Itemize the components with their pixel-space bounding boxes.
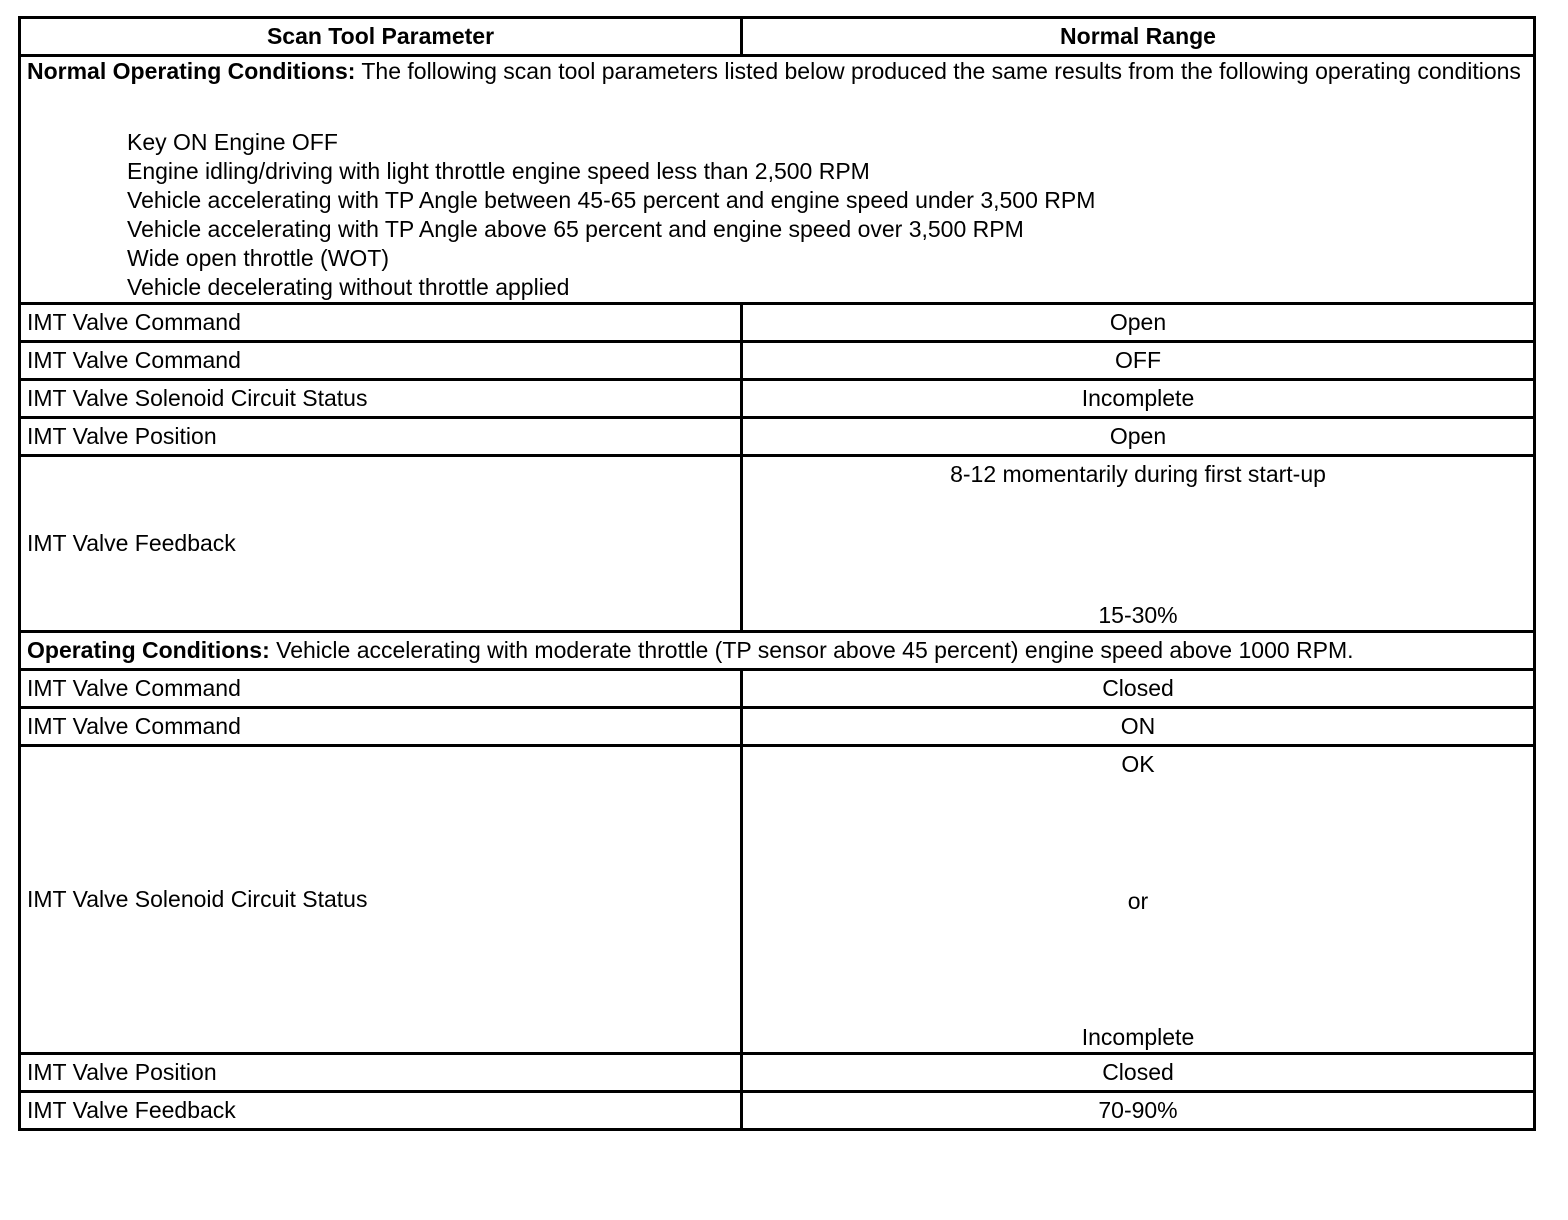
section-banner bbox=[20, 632, 1535, 670]
table-row bbox=[20, 380, 1535, 418]
parameter-cell: IMT Valve Position bbox=[20, 1054, 742, 1092]
range-value: OK bbox=[1121, 751, 1155, 777]
section-title: Normal Operating Conditions: bbox=[27, 58, 356, 84]
range-cell: ON bbox=[742, 708, 1535, 746]
condition-item: Vehicle accelerating with TP Angle above 65 percent and engine speed over 3,500 RPM bbox=[127, 216, 1024, 242]
range-cell: Open bbox=[742, 418, 1535, 456]
table-row bbox=[20, 342, 1535, 380]
parameter-cell: IMT Valve Feedback bbox=[20, 456, 742, 632]
table-row bbox=[20, 1054, 1535, 1092]
header-scan-tool-parameter: Scan Tool Parameter bbox=[20, 18, 742, 56]
header-normal-range: Normal Range bbox=[742, 18, 1535, 56]
condition-item: Engine idling/driving with light throttle engine speed less than 2,500 RPM bbox=[127, 158, 870, 184]
section-text: Vehicle accelerating with moderate throttle (TP sensor above 45 percent) engine speed above 1000 RPM. bbox=[269, 637, 1354, 663]
section-operating-conditions bbox=[20, 632, 1535, 670]
parameter-cell: IMT Valve Command bbox=[20, 670, 742, 708]
section-normal-operating-conditions bbox=[20, 56, 1535, 304]
section-description bbox=[27, 57, 1527, 86]
range-value: or bbox=[1127, 887, 1149, 914]
range-cell-multi bbox=[742, 746, 1535, 1054]
range-cell: Open bbox=[742, 304, 1535, 342]
section-banner bbox=[20, 56, 1535, 304]
range-cell-multi bbox=[742, 456, 1535, 632]
condition-item: Key ON Engine OFF bbox=[127, 129, 338, 155]
range-value: 15-30% bbox=[1098, 602, 1178, 628]
range-cell: Closed bbox=[742, 1054, 1535, 1092]
range-cell: OFF bbox=[742, 342, 1535, 380]
parameter-cell: IMT Valve Command bbox=[20, 304, 742, 342]
condition-item: Wide open throttle (WOT) bbox=[127, 245, 390, 271]
section-title: Operating Conditions: bbox=[27, 637, 270, 663]
range-cell: 70-90% bbox=[742, 1092, 1535, 1130]
operating-conditions-list bbox=[27, 128, 1527, 302]
condition-item: Vehicle accelerating with TP Angle between 45-65 percent and engine speed under 3,500 RPM bbox=[127, 187, 1096, 213]
table-row-feedback bbox=[20, 456, 1535, 632]
section-text: The following scan tool parameters listed below produced the same results from the following operating conditions bbox=[355, 58, 1521, 84]
parameter-cell: IMT Valve Solenoid Circuit Status bbox=[20, 746, 742, 1054]
parameter-cell: IMT Valve Solenoid Circuit Status bbox=[20, 380, 742, 418]
table-row bbox=[20, 418, 1535, 456]
parameter-cell: IMT Valve Command bbox=[20, 342, 742, 380]
range-cell: Incomplete bbox=[742, 380, 1535, 418]
table-header-row bbox=[20, 18, 1535, 56]
table-row bbox=[20, 708, 1535, 746]
range-value: Incomplete bbox=[1081, 1024, 1195, 1050]
range-cell: Closed bbox=[742, 670, 1535, 708]
table-row bbox=[20, 304, 1535, 342]
scan-tool-parameter-table bbox=[18, 16, 1536, 1131]
table-row bbox=[20, 1092, 1535, 1130]
table-row bbox=[20, 670, 1535, 708]
condition-item: Vehicle decelerating without throttle applied bbox=[127, 274, 570, 300]
parameter-cell: IMT Valve Position bbox=[20, 418, 742, 456]
parameter-cell: IMT Valve Feedback bbox=[20, 1092, 742, 1130]
range-value: 8-12 momentarily during first start-up bbox=[950, 461, 1326, 487]
table-row-circuit-status bbox=[20, 746, 1535, 1054]
parameter-cell: IMT Valve Command bbox=[20, 708, 742, 746]
